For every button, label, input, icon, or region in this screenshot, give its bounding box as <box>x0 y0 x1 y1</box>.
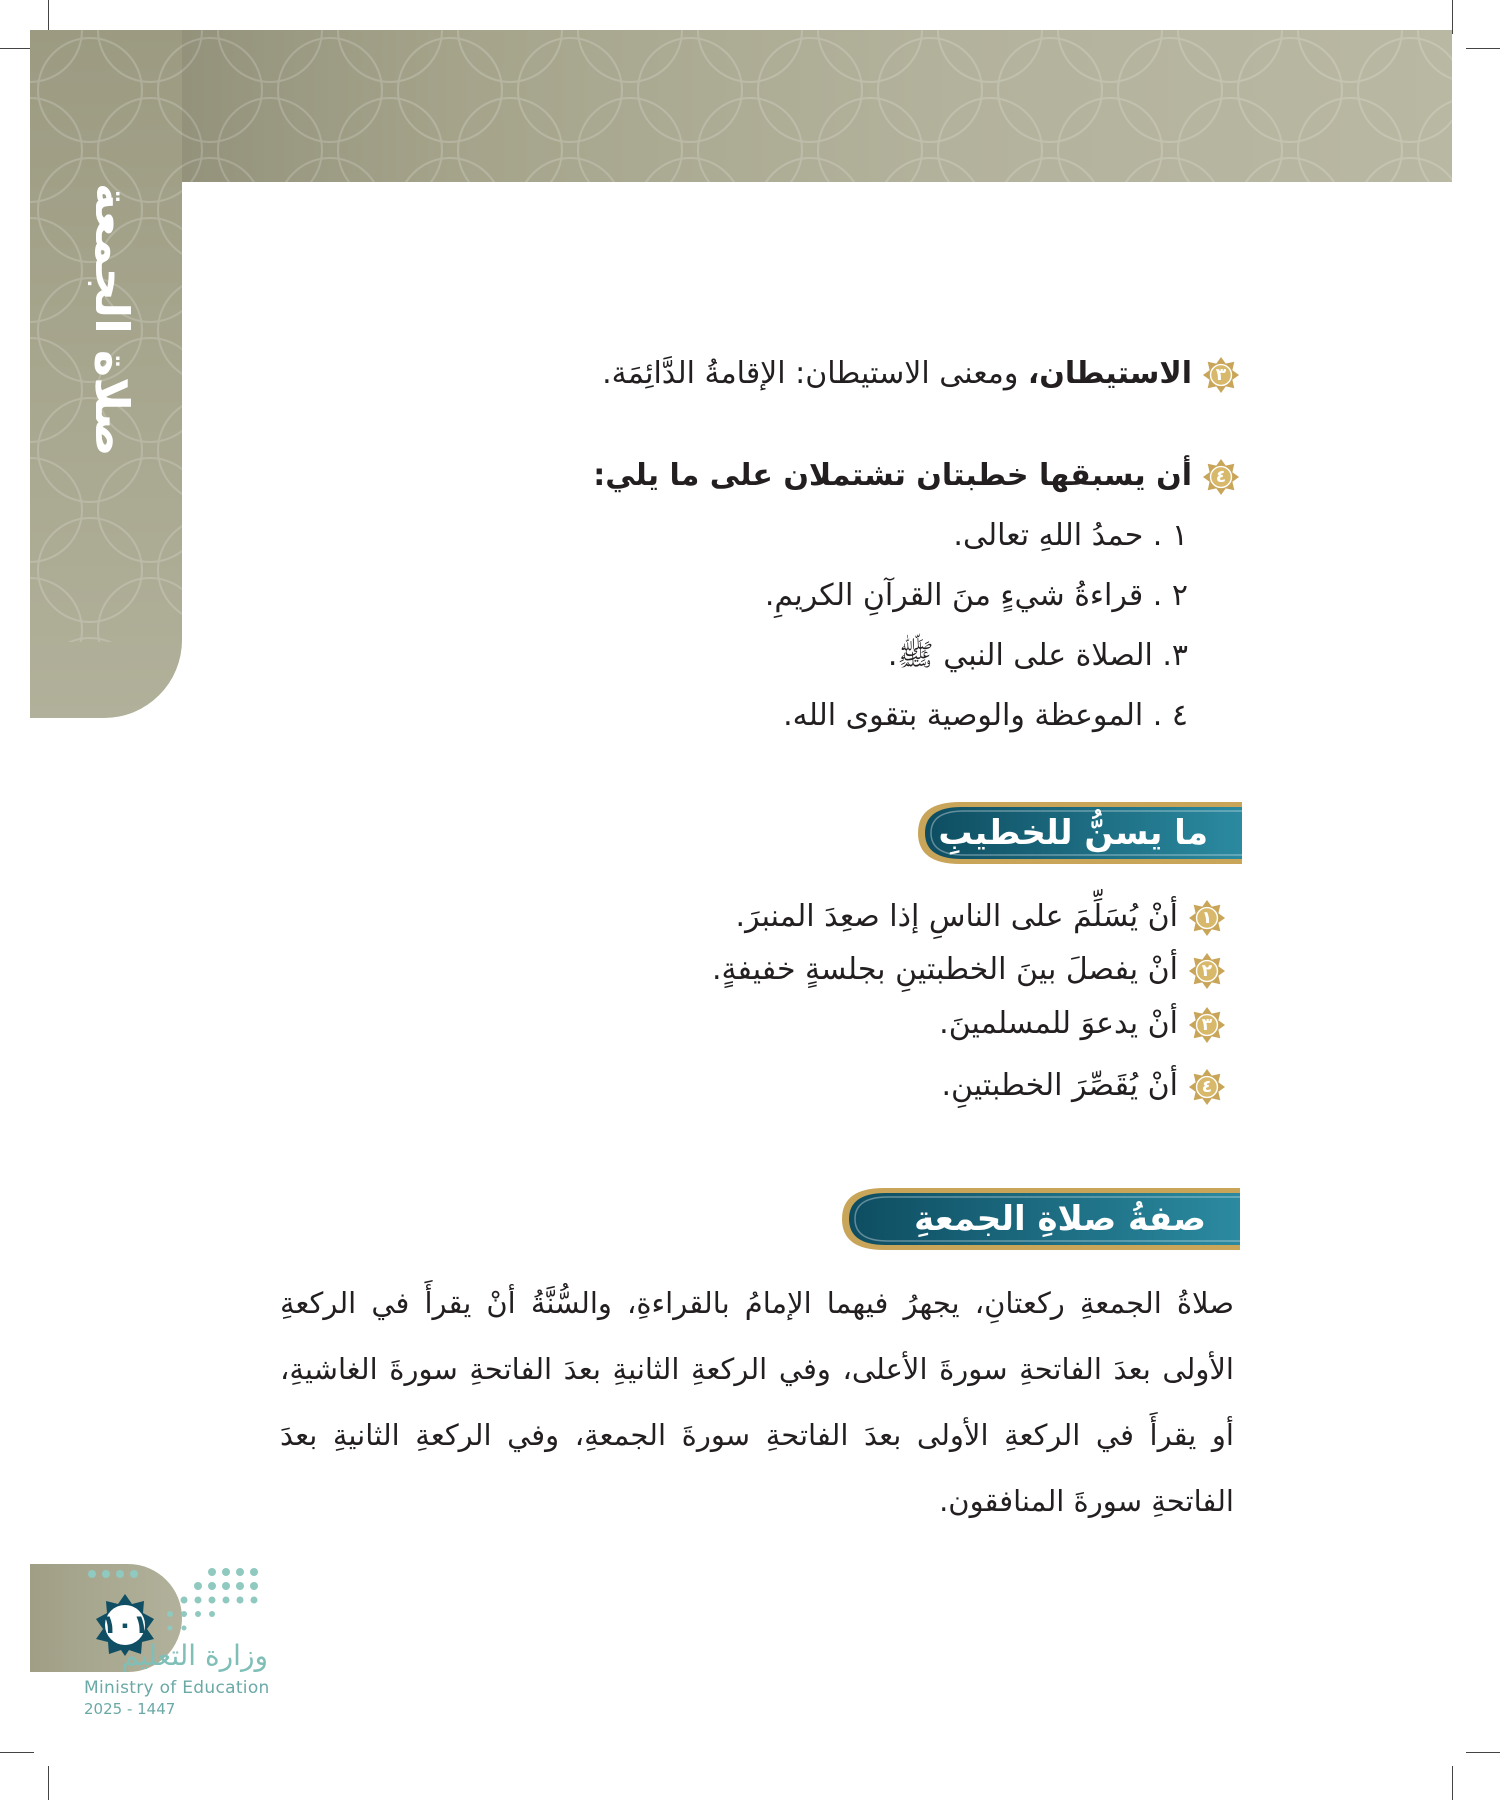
section-header <box>916 800 1242 866</box>
condition-item <box>602 354 1240 394</box>
number-badge-icon <box>1188 1006 1226 1044</box>
number-badge-icon <box>1202 458 1240 496</box>
page-number: ١٠١ <box>101 1610 149 1640</box>
condition-term: أن يسبقها خطبتان تشتملان على ما يلي: <box>593 458 1192 493</box>
sunnah-item <box>736 897 1226 937</box>
number-badge-icon <box>1188 1068 1226 1106</box>
list-item: ١ . حمدُ اللهِ تعالى. <box>953 518 1188 553</box>
number-badge-icon <box>1188 899 1226 937</box>
sunnah-item <box>712 950 1226 990</box>
badge-number: ٤ <box>1201 1076 1213 1097</box>
description-paragraph: صلاةُ الجمعةِ ركعتانِ، يجهرُ فيهما الإمامُ بالقراءةِ، والسُّنَّةُ أنْ يقرأَ في الركعةِ الأولى بعدَ الفاتحةِ سورةَ الأعلى، وفي الركعةِ الثانيةِ بعدَ الفاتحةِ سورةَ الغاشيةِ، أو يقرأَ في الركعةِ الأولى بعدَ الفاتحةِ سورةَ الجمعةِ، وفي الركعةِ الثانيةِ بعدَ الفاتحةِ سورةَ المنافقون. <box>280 1286 1234 1518</box>
condition-item <box>593 456 1240 496</box>
crop-mark <box>0 1752 34 1753</box>
section-header <box>840 1186 1240 1252</box>
crop-mark <box>48 1766 49 1800</box>
edition-year: 2025 - 1447 <box>84 1700 176 1718</box>
ministry-name-arabic: وزارة التعليم <box>121 1639 268 1672</box>
sunnah-text: أنْ يُقَصِّرَ الخطبتينِ. <box>941 1068 1178 1103</box>
list-item: ٤ . الموعظة والوصية بتقوى الله. <box>783 698 1188 733</box>
list-item: ٢ . قراءةُ شيءٍ منَ القرآنِ الكريمِ. <box>764 578 1188 613</box>
badge-number: ٢ <box>1201 960 1213 981</box>
sunnah-text: أنْ يدعوَ للمسلمينَ. <box>939 1006 1178 1041</box>
crop-mark <box>1466 48 1500 49</box>
crop-mark <box>1452 0 1453 34</box>
sunnah-text: أنْ يُسَلِّمَ على الناسِ إذا صعِدَ المنبرَ. <box>735 899 1178 934</box>
crop-mark <box>48 0 49 34</box>
crop-mark <box>0 48 34 49</box>
number-badge-icon <box>1188 952 1226 990</box>
list-item: ٣. الصلاة على النبي ﷺ. <box>887 638 1188 673</box>
condition-term: الاستيطان، <box>1027 356 1192 391</box>
badge-number: ٣ <box>1215 364 1227 385</box>
badge-number: ١ <box>1201 907 1213 928</box>
sunnah-item <box>939 1004 1226 1044</box>
top-banner <box>30 30 1452 182</box>
crop-mark <box>1466 1752 1500 1753</box>
number-badge-icon <box>1202 356 1240 394</box>
condition-text: ومعنى الاستيطان: الإقامةُ الدَّائِمَة. <box>602 356 1028 391</box>
ministry-name-english: Ministry of Education <box>84 1678 270 1698</box>
section-title: صفةُ صلاةِ الجمعةِ <box>914 1199 1206 1239</box>
sunnah-text: أنْ يفصلَ بينَ الخطبتينِ بجلسةٍ خفيفةٍ. <box>711 952 1178 987</box>
badge-number: ٣ <box>1201 1014 1213 1035</box>
sunnah-item <box>941 1066 1226 1106</box>
crop-mark <box>1452 1766 1453 1800</box>
section-title: ما يسنُّ للخطيبِ <box>938 813 1208 853</box>
badge-number: ٤ <box>1215 466 1227 487</box>
chapter-title: صلاة الجمعة <box>85 183 139 457</box>
